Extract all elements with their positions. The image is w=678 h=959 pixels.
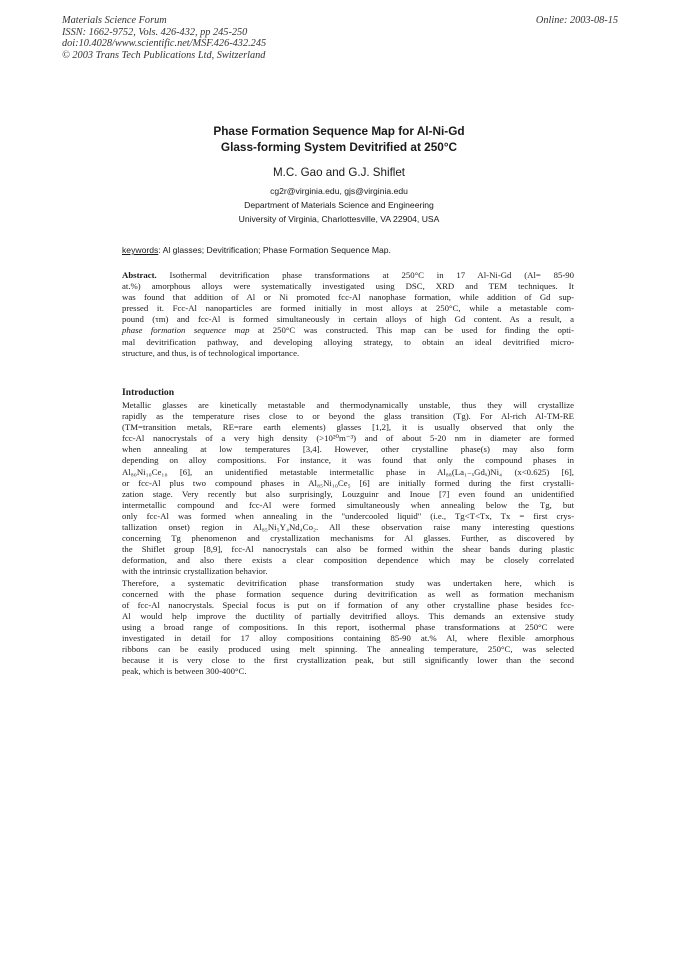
- intro-line: concerned with the phase formation sequence during devitrification as well as formation mechanism: [122, 588, 574, 599]
- journal-doi: doi:10.4028/www.scientific.net/MSF.426-432.245: [62, 38, 267, 50]
- intro-line: rapidly as the temperature rises close to or beyond the glass transition (Tg). For Al-rich Al-TM-RE: [122, 411, 574, 422]
- journal-name: Materials Science Forum: [62, 15, 167, 26]
- intro-line: Al₈₀Ni₁₀Ce₁₀ [6], an unidentified metastable intermetallic phase in Al₈₈(La₁₋ₓGdₓ)Ni₄ (x<0.625) [6],: [122, 466, 574, 477]
- intro-line: Therefore, a systematic devitrification phase transformation study was undertaken here, which is: [122, 577, 574, 588]
- intro-line: fcc-Al nanocrystals of a very high density (>10²⁰m⁻³) and of about 5-20 nm in diameter are formed: [122, 433, 574, 444]
- section-heading-introduction: Introduction: [122, 387, 175, 398]
- abstract-line: at.%) amorphous alloys were systematically investigated using DSC, XRD and TEM techniques. It: [122, 281, 574, 292]
- intro-line: the Shiflet group [8,9], fcc-Al nanocrystals can also be formed within the shear bands during plastic: [122, 544, 574, 555]
- intro-line: tallization onset) region in Al₈₅Ni₅Y₄Nd₄Co₂. All these observation raise many interesting questions: [122, 522, 574, 533]
- introduction-body: [122, 400, 574, 677]
- journal-issn: ISSN: 1662-9752, Vols. 426-432, pp 245-250: [62, 26, 248, 38]
- intro-line: peak, which is between 300-400°C.: [122, 666, 247, 677]
- intro-line: investigated in detail for 17 alloy compositions containing 85-90 at.% Al, where flexible amorphous: [122, 632, 574, 643]
- abstract-label: Abstract.: [122, 270, 157, 280]
- keywords-label: keywords: [122, 245, 159, 255]
- intro-line: intermetallic compound and fcc-Al were formed simultaneously when annealing below the Tg, but: [122, 499, 574, 510]
- author-emails: cg2r@virginia.edu, gjs@virginia.edu: [270, 186, 408, 196]
- abstract-line: Abstract. Isothermal devitrification phase transformations at 250°C in 17 Al-Ni-Gd (Al= 85-90: [122, 270, 574, 280]
- intro-line: when annealing at low temperatures [3,4]. However, other crystalline phase(s) may also form: [122, 444, 574, 455]
- intro-line: using a broad range of compositions. In this report, isothermal phase transformations at 250°C were: [122, 621, 574, 632]
- journal-header: [62, 15, 618, 61]
- intro-line: ribbons can be easily produced using melt spinning. The annealing temperature, 250°C, was selected: [122, 644, 574, 655]
- online-date: Online: 2003-08-15: [535, 15, 618, 26]
- intro-line: concerning Tg phenomenon and crystallization mechanisms for Al glasses. Further, as discovered by: [122, 533, 574, 544]
- journal-info: [62, 15, 618, 61]
- intro-line: because it is very close to the first crystallization peak, but still significantly lower than the second: [122, 655, 574, 666]
- abstract-line: was found that addition of Al or Ni promoted fcc-Al nanophase formation, while addition of Gd sup-: [122, 292, 574, 303]
- keywords-text: : Al glasses; Devitrification; Phase Formation Sequence Map.: [158, 245, 391, 255]
- abstract-line: pound (τm) and fcc-Al is formed simultaneously in certain alloys of high Gd content. As a result, a: [122, 314, 574, 325]
- abstract-line: structure, and thus, is of technological importance.: [122, 347, 300, 358]
- title-line-1: Phase Formation Sequence Map for Al-Ni-Gd: [213, 124, 465, 138]
- emphasis: phase formation sequence map: [122, 325, 250, 336]
- journal-copyright: © 2003 Trans Tech Publications Ltd, Switzerland: [62, 49, 266, 61]
- intro-line: (TM=transition metals, RE=rare earth elements) glasses [1,2], it is usually observed that only the: [122, 422, 574, 433]
- department: Department of Materials Science and Engineering: [244, 200, 434, 211]
- abstract: [122, 270, 574, 359]
- intro-line: Al would help improve the ductility of partially devitrified alloys. This demands an extensive study: [122, 610, 574, 621]
- intro-line: with the intrinsic crystallization behavior.: [122, 566, 268, 577]
- intro-line: zation stage. Very recently but also surprisingly, Louzguinr and Inoue [7] even found an unidentified: [122, 488, 574, 499]
- intro-line: of fcc-Al nanocrystals. Special focus is put on if formation of any other crystalline phase besides fcc-: [122, 599, 574, 610]
- intro-line: only fcc-Al was formed when annealing in the "undercooled liquid" (i.e., Tg<T<Tx, Tx = first crys-: [122, 510, 574, 521]
- abstract-line: mal devitrification pathway, and developing alloying strategy, to obtain an ideal devitrified micro-: [122, 336, 574, 347]
- intro-line: or fcc-Al plus two compound phases in Al₈₅Ni₁₀Ce₅ [6] are initially formed during the first crystalli-: [122, 477, 574, 488]
- authors: M.C. Gao and G.J. Shiflet: [272, 166, 406, 179]
- abstract-line: pressed it. Fcc-Al nanoparticles are formed initially in most alloys at 250°C, while a metastable com-: [122, 303, 574, 314]
- intro-line: deformation, and also there exists a clear composition dependence which may be closely correlated: [122, 555, 574, 566]
- university: University of Virginia, Charlottesville, VA 22904, USA: [238, 214, 440, 225]
- title-line-2: Glass-forming System Devitrified at 250°C: [220, 139, 458, 154]
- intro-line: depending on alloy compositions. For instance, it was found that only the compound phases in: [122, 455, 574, 466]
- intro-line: Metallic glasses are kinetically metastable and thermodynamically unstable, thus they will crystallize: [122, 400, 574, 410]
- keywords: [122, 245, 562, 255]
- abstract-line: phase formation sequence map at 250°C was constructed. This map can be used for finding the opti-: [122, 325, 574, 336]
- paper-title: [0, 124, 678, 155]
- affiliation: [0, 184, 678, 227]
